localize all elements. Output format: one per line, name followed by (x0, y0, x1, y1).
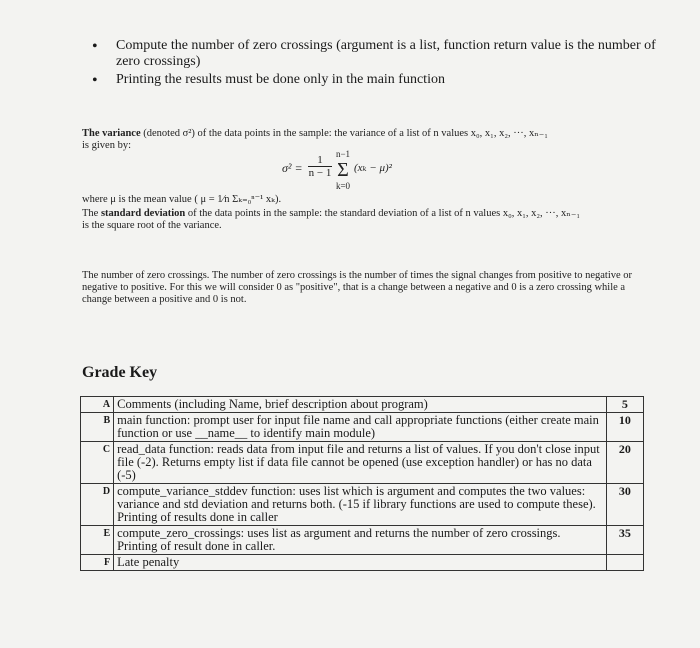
row-description: main function: prompt user for input file name and call appropriate functions (either create main function or use __name__ to identify main module) (114, 413, 607, 442)
row-letter: D (81, 484, 114, 526)
formula-fraction (308, 154, 332, 179)
row-letter: B (81, 413, 114, 442)
row-letter: C (81, 442, 114, 484)
row-points: 20 (606, 442, 643, 484)
row-description: compute_variance_stddev function: uses list which is argument and computes the two values: variance and std deviation and returns both. (-15 if library functions are used to compute these). Printing of results done in caller (114, 484, 607, 526)
zero-crossings-definition: The number of zero crossings. The number of zero crossings is the number of times the signal changes from positive to negative or negative to positive. For this we will consider 0 as "positive", that is a change between a negative and 0 is a zero crossing while a change between a positive and 0 is not. (82, 270, 633, 305)
bullet-icon: • (92, 38, 98, 55)
table-row (81, 413, 644, 442)
row-letter: F (81, 555, 114, 571)
row-description: read_data function: reads data from input file and returns a list of values. If you don't close input file (-2). Returns empty list if data file cannot be opened (use exception handler) or has no data (-5) (114, 442, 607, 484)
row-points (606, 555, 643, 571)
grade-table (80, 396, 644, 571)
variance-term: The variance (82, 128, 141, 139)
variance-intro-text: (denoted σ²) of the data points in the sample: the variance of a list of n values x₀, x₁, x₂, ···, xₙ₋₁ (140, 128, 548, 139)
row-description: compute_zero_crossings: uses list as argument and returns the number of zero crossings. Printing of result done in caller. (114, 526, 607, 555)
table-row (81, 442, 644, 484)
variance-formula (282, 148, 482, 191)
bullet-text: Printing the results must be done only in the main function (116, 72, 445, 87)
row-points: 5 (606, 397, 643, 413)
row-letter: E (81, 526, 114, 555)
row-description: Comments (including Name, brief description about program) (114, 397, 607, 413)
list-item (92, 72, 692, 89)
given-by: is given by: (82, 140, 131, 151)
variance-intro (82, 128, 642, 140)
variance-definition (82, 128, 642, 231)
table-row (81, 555, 644, 571)
row-points: 30 (606, 484, 643, 526)
row-letter: A (81, 397, 114, 413)
stddev-term: standard deviation (100, 208, 186, 219)
mean-definition: where μ is the mean value ( μ = 1⁄n Σₖ₌₀ⁿ⁻¹ xₖ). (82, 194, 282, 205)
row-description: Late penalty (114, 555, 607, 571)
row-points: 10 (606, 413, 643, 442)
list-item (92, 38, 692, 70)
table-row (81, 484, 644, 526)
stddev-line2: is the square root of the variance. (82, 220, 222, 231)
row-points: 35 (606, 526, 643, 555)
sigma-icon: Σ (337, 159, 349, 181)
formula-numerator: 1 (308, 154, 332, 167)
stddev-definition (82, 208, 642, 232)
stddev-lead: The (82, 208, 101, 219)
table-row (81, 397, 644, 413)
sum-lower-limit: k=0 (335, 181, 351, 191)
stddev-text: of the data points in the sample: the standard deviation of a list of n values x₀, x₁, x₂, ···, xₙ₋₁ (185, 208, 581, 219)
formula-lhs: σ² = (282, 161, 303, 175)
bullet-icon: • (92, 72, 98, 89)
table-row (81, 526, 644, 555)
bullet-text: Compute the number of zero crossings (argument is a list, function return value is the number of zero crossings) (116, 38, 656, 69)
stddev-line1 (82, 208, 642, 220)
formula-denominator: n − 1 (308, 167, 332, 179)
formula-rhs: (xₖ − μ)² (354, 162, 392, 174)
sum-upper-limit: n−1 (335, 149, 351, 159)
grade-key-title: Grade Key (82, 364, 158, 381)
requirements-list (92, 38, 692, 91)
formula-sum (334, 148, 352, 192)
